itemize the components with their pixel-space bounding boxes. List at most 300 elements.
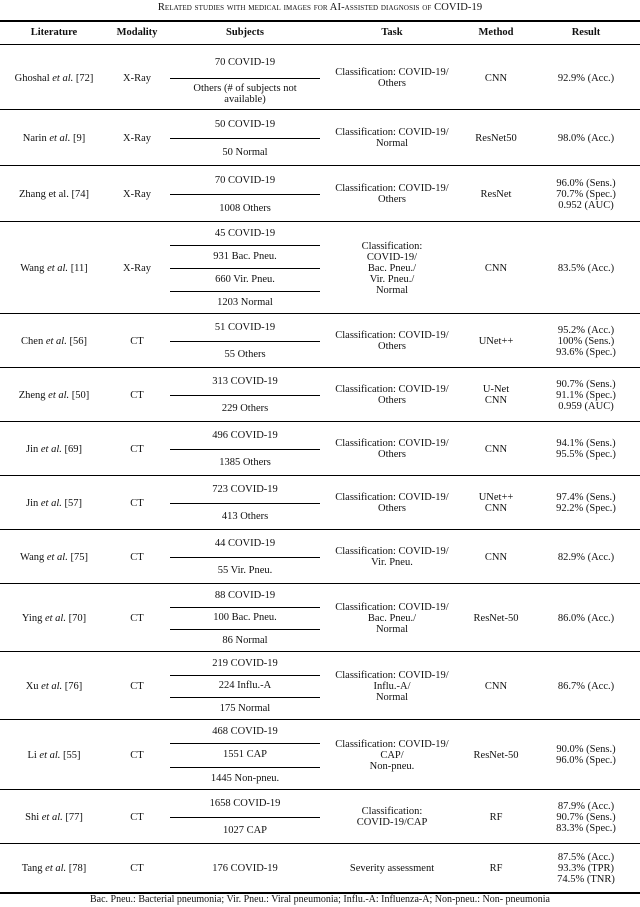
caption-suffix: COVID-19 (434, 2, 483, 13)
modality-text: CT (130, 551, 144, 563)
task-line: Classification: COVID-19/ (335, 492, 449, 503)
subject-entry (170, 607, 320, 630)
task-line: COVID-19/CAP (356, 817, 428, 828)
modality-cell (108, 166, 166, 222)
result-cell (532, 422, 640, 476)
method-text (485, 552, 507, 563)
result-line: 93.6% (Spec.) (556, 346, 616, 358)
result-text (556, 325, 616, 358)
subject-text: 219 COVID-19 (212, 657, 278, 669)
task-line: Classification: COVID-19/ (335, 183, 449, 194)
literature-cell (0, 530, 108, 584)
et-al: et al. (42, 612, 66, 624)
task-line: Normal (375, 284, 409, 296)
task-line: Classification: (361, 240, 423, 252)
modality-cell (108, 110, 166, 166)
author-name: Zhang et al. (19, 188, 69, 200)
method-text (479, 492, 514, 514)
method-cell (460, 368, 532, 422)
subject-entry (170, 422, 320, 449)
modality-cell (108, 530, 166, 584)
reference-number: [55] (63, 749, 81, 761)
result-cell (532, 530, 640, 584)
task-line: Classification: COVID-19/ (335, 546, 449, 557)
reference-number: [72] (75, 72, 94, 84)
task-text (350, 863, 434, 874)
et-al: et al. (38, 497, 62, 509)
task-line: Classification: COVID-19/ (335, 384, 449, 395)
subject-text: 1551 CAP (222, 749, 268, 761)
literature-cell (0, 790, 108, 844)
task-cell (324, 476, 460, 530)
subject-text: 496 COVID-19 (212, 430, 278, 441)
subject-text: 176 COVID-19 (212, 862, 278, 874)
task-line: Classification: COVID-19/ (335, 438, 449, 449)
subject-text: Others (# of subjects not available) (193, 83, 297, 105)
literature-cell (0, 110, 108, 166)
header-result: Result (571, 27, 601, 38)
subject-text: 88 COVID-19 (214, 589, 276, 601)
task-text (335, 602, 448, 635)
method-text (474, 613, 519, 624)
reference-number: [78] (68, 862, 87, 874)
modality-text: CT (130, 389, 144, 401)
task-line: Bac. Pneu./ (367, 262, 417, 274)
method-line: CNN (484, 443, 508, 455)
result-line: 87.9% (Acc.) (557, 800, 615, 812)
reference-number: [74] (71, 188, 89, 200)
subject-entry (170, 652, 320, 675)
literature-text (21, 336, 87, 347)
result-cell (532, 652, 640, 720)
method-text (479, 336, 514, 347)
result-line: 0.952 (AUC) (558, 199, 614, 211)
subject-text: 50 COVID-19 (214, 118, 276, 130)
task-line: Normal (375, 623, 409, 635)
subject-text: 1027 CAP (222, 825, 268, 836)
literature-text (26, 498, 82, 509)
result-line: 70.7% (Spec.) (556, 188, 616, 200)
literature-cell (0, 652, 108, 720)
subject-entry (170, 166, 320, 194)
task-line: Others (377, 503, 406, 514)
result-line: 94.1% (Sens.) (556, 438, 616, 449)
header-method: Method (478, 27, 514, 38)
subject-text: 1658 COVID-19 (209, 798, 281, 809)
result-text (558, 73, 614, 84)
task-cell (324, 530, 460, 584)
subject-text: 175 Normal (219, 703, 271, 715)
subject-entry (170, 110, 320, 138)
subject-entry (170, 46, 320, 78)
modality-cell (108, 314, 166, 368)
et-al: et al. (39, 811, 63, 823)
task-text (335, 183, 448, 205)
task-line: Vir. Pneu. (371, 557, 413, 568)
header-modality: Modality (116, 27, 158, 38)
method-text (485, 263, 507, 274)
task-text (335, 127, 448, 149)
task-line: Normal (375, 691, 409, 703)
modality-text: CT (130, 497, 144, 509)
author-name: Xu (25, 680, 39, 692)
method-line: RF (489, 811, 503, 823)
modality-cell (108, 720, 166, 790)
header-rule (0, 44, 640, 45)
reference-number: [75] (70, 551, 88, 563)
literature-cell (0, 368, 108, 422)
result-line: 90.7% (Sens.) (556, 811, 616, 823)
result-cell (532, 166, 640, 222)
result-text (556, 379, 616, 412)
header-task: Task (381, 27, 403, 38)
reference-number: [77] (65, 811, 83, 823)
modality-cell (108, 652, 166, 720)
result-line: 74.5% (TNR) (557, 873, 615, 885)
task-cell (324, 368, 460, 422)
method-line: CNN (484, 551, 508, 563)
task-line: Others (377, 341, 406, 352)
subject-text: 50 Normal (222, 146, 268, 158)
subject-text: 313 COVID-19 (212, 376, 278, 387)
result-text (556, 178, 616, 211)
author-name: Chen (21, 335, 44, 347)
task-cell (324, 110, 460, 166)
method-line: U-Net (482, 384, 510, 395)
modality-text: CT (130, 443, 144, 455)
subject-entry (170, 78, 320, 110)
task-text (362, 241, 423, 296)
result-cell (532, 790, 640, 844)
method-cell (460, 476, 532, 530)
task-line: Non-pneu. (369, 760, 415, 772)
method-cell (460, 46, 532, 110)
subject-text: 413 Others (221, 511, 269, 522)
reference-number: [50] (71, 389, 90, 401)
subject-text: 70 COVID-19 (214, 56, 276, 68)
result-cell (532, 368, 640, 422)
subject-entry (170, 767, 320, 790)
modality-text: X-Ray (123, 72, 151, 84)
subject-entry (170, 368, 320, 395)
subject-entry (170, 222, 320, 245)
task-line: Classification: COVID-19/ (335, 738, 449, 750)
result-line: 92.9% (Acc.) (557, 72, 615, 84)
subject-entry (170, 629, 320, 652)
subject-text: 1008 Others (219, 202, 271, 214)
result-text (558, 133, 614, 144)
task-line: Classification: COVID-19/ (335, 601, 449, 613)
result-text (556, 744, 616, 766)
method-cell (460, 584, 532, 652)
subject-entry (170, 476, 320, 503)
method-line: ResNet-50 (473, 612, 519, 624)
literature-text (23, 133, 85, 144)
modality-text: X-Ray (123, 132, 151, 144)
result-line: 90.7% (Sens.) (556, 378, 616, 390)
literature-text (19, 189, 89, 200)
result-cell (532, 720, 640, 790)
method-text (490, 812, 503, 823)
author-name: Jin (25, 443, 39, 455)
subject-text: 1445 Non-pneu. (210, 772, 280, 784)
result-text (558, 613, 614, 624)
method-line: ResNet50 (475, 132, 517, 144)
author-name: Wang (20, 262, 45, 274)
subject-text: 86 Normal (222, 635, 268, 647)
method-text (481, 189, 512, 200)
result-text (558, 552, 614, 563)
result-cell (532, 222, 640, 314)
author-name: Ghoshal (14, 72, 50, 84)
subject-entry (170, 268, 320, 291)
subject-text: 44 COVID-19 (214, 538, 276, 549)
subject-text: 468 COVID-19 (212, 726, 278, 738)
task-line: Others (377, 449, 406, 460)
task-line: Vir. Pneu./ (369, 273, 415, 285)
result-line: 95.5% (Spec.) (556, 449, 616, 460)
subject-text: 55 Vir. Pneu. (217, 565, 273, 576)
subject-text: 55 Others (224, 349, 266, 360)
et-al: et al. (42, 862, 67, 874)
modality-cell (108, 476, 166, 530)
method-cell (460, 844, 532, 892)
reference-number: [57] (64, 497, 82, 509)
subject-entry (170, 341, 320, 368)
method-cell (460, 652, 532, 720)
reference-number: [56] (69, 335, 87, 347)
modality-text: CT (130, 749, 144, 761)
method-line: ResNet-50 (473, 749, 519, 761)
literature-text (22, 613, 86, 624)
task-cell (324, 422, 460, 476)
modality-cell (108, 46, 166, 110)
subject-text: 70 COVID-19 (214, 174, 276, 186)
author-name: Jin (25, 497, 39, 509)
subject-entry (170, 584, 320, 607)
subject-entry (170, 790, 320, 817)
method-line: CNN (484, 395, 508, 406)
method-cell (460, 422, 532, 476)
task-line: Classification: COVID-19/ (335, 67, 449, 78)
result-line: 97.4% (Sens.) (556, 492, 616, 503)
modality-cell (108, 844, 166, 892)
author-name: Zheng (18, 389, 46, 401)
subject-entry (170, 291, 320, 314)
subject-entry (170, 314, 320, 341)
method-text (474, 750, 519, 761)
et-al: et al. (36, 749, 61, 761)
subject-entry (170, 530, 320, 557)
task-line: Bac. Pneu./ (367, 612, 417, 624)
subject-text: 931 Bac. Pneu. (213, 251, 277, 262)
literature-text (20, 552, 88, 563)
literature-cell (0, 166, 108, 222)
method-cell (460, 530, 532, 584)
method-line: CNN (484, 680, 508, 692)
task-text (335, 67, 448, 89)
subject-entry (170, 697, 320, 720)
subject-text: 45 COVID-19 (214, 228, 276, 239)
task-text (335, 438, 448, 460)
modality-text: CT (130, 680, 144, 692)
task-line: Classification: (361, 806, 423, 817)
result-text (557, 852, 615, 885)
author-name: Wang (20, 551, 45, 563)
author-name: Ying (21, 612, 43, 624)
method-line: UNet++ (478, 492, 514, 503)
subject-entry (170, 557, 320, 584)
method-cell (460, 790, 532, 844)
task-text (357, 806, 428, 828)
subject-entry (170, 675, 320, 698)
literature-text (15, 73, 94, 84)
subject-entry (170, 743, 320, 766)
subject-entry (170, 720, 320, 743)
et-al: et al. (43, 335, 67, 347)
result-line: 95.2% (Acc.) (557, 324, 615, 336)
task-line: Classification: COVID-19/ (335, 669, 449, 681)
task-line: COVID-19/ (366, 251, 418, 263)
method-cell (460, 222, 532, 314)
et-al: et al. (45, 389, 70, 401)
subject-text: 1203 Normal (217, 297, 273, 308)
result-line: 96.0% (Sens.) (556, 177, 616, 189)
reference-number: [9] (72, 132, 86, 144)
author-name: Shi (25, 811, 40, 823)
subject-text: 224 Influ.-A (218, 680, 272, 692)
literature-cell (0, 476, 108, 530)
result-line: 92.2% (Spec.) (556, 503, 616, 514)
task-line: Severity assessment (349, 862, 435, 874)
task-cell (324, 584, 460, 652)
method-line: CNN (484, 72, 508, 84)
method-line: UNet++ (478, 335, 514, 347)
task-text (335, 384, 448, 406)
result-text (556, 438, 616, 460)
author-name: Narin (22, 132, 47, 144)
result-cell (532, 476, 640, 530)
header-subjects: Subjects (226, 27, 264, 38)
literature-cell (0, 314, 108, 368)
et-al: et al. (44, 262, 69, 274)
method-cell (460, 720, 532, 790)
task-cell (324, 222, 460, 314)
result-line: 91.1% (Spec.) (556, 389, 616, 401)
method-cell (460, 110, 532, 166)
result-line: 83.5% (Acc.) (557, 262, 615, 274)
reference-number: [69] (64, 443, 82, 455)
result-text (556, 801, 616, 834)
literature-cell (0, 222, 108, 314)
modality-cell (108, 368, 166, 422)
task-cell (324, 166, 460, 222)
subject-text: 51 COVID-19 (214, 322, 276, 333)
task-cell (324, 790, 460, 844)
method-line: CNN (484, 503, 508, 514)
method-line: ResNet (480, 188, 512, 200)
modality-text: CT (130, 862, 144, 874)
reference-number: [76] (64, 680, 83, 692)
method-line: CNN (484, 262, 508, 274)
subject-entry (170, 245, 320, 268)
subject-entry (170, 817, 320, 844)
result-cell (532, 314, 640, 368)
literature-text (26, 681, 83, 692)
modality-text: CT (130, 612, 144, 624)
subject-entry (170, 503, 320, 530)
result-line: 90.0% (Sens.) (556, 744, 616, 755)
literature-cell (0, 584, 108, 652)
result-cell (532, 584, 640, 652)
result-line: 98.0% (Acc.) (557, 132, 615, 144)
subject-entry (170, 194, 320, 222)
subject-text: 1385 Others (219, 457, 271, 468)
author-name: Li (27, 749, 37, 761)
result-cell (532, 46, 640, 110)
result-line: 82.9% (Acc.) (557, 551, 615, 563)
modality-cell (108, 790, 166, 844)
modality-text: X-Ray (123, 188, 151, 200)
literature-text (22, 863, 87, 874)
result-cell (532, 844, 640, 892)
subject-entry (170, 395, 320, 422)
result-line: 0.959 (AUC) (558, 400, 614, 412)
task-line: Others (377, 395, 406, 406)
task-line: Others (377, 78, 406, 89)
literature-text (25, 812, 83, 823)
et-al: et al. (49, 72, 74, 84)
result-line: 83.3% (Spec.) (556, 822, 616, 834)
method-cell (460, 314, 532, 368)
et-al: et al. (44, 551, 68, 563)
task-line: Normal (375, 138, 409, 149)
result-line: 100% (Sens.) (557, 335, 615, 347)
task-text (335, 546, 448, 568)
literature-cell (0, 844, 108, 892)
task-cell (324, 46, 460, 110)
et-al: et al. (46, 132, 71, 144)
result-line: 86.7% (Acc.) (557, 680, 615, 692)
header-literature: Literature (30, 27, 78, 38)
task-cell (324, 720, 460, 790)
task-line: CAP/ (380, 749, 404, 761)
method-text (485, 444, 507, 455)
task-text (335, 492, 448, 514)
task-cell (324, 652, 460, 720)
result-text (558, 681, 614, 692)
literature-cell (0, 720, 108, 790)
task-text (335, 739, 448, 772)
subject-entry (170, 449, 320, 476)
modality-cell (108, 222, 166, 314)
result-cell (532, 110, 640, 166)
literature-cell (0, 46, 108, 110)
task-cell (324, 844, 460, 892)
result-line: 93.3% (TPR) (558, 862, 614, 874)
subject-entry (170, 138, 320, 166)
caption-text: Related studies with medical images for AI-assisted diagnosis of (157, 2, 432, 13)
subject-text: 100 Bac. Pneu. (213, 612, 277, 624)
modality-text: X-Ray (123, 262, 151, 274)
result-line: 96.0% (Spec.) (556, 755, 616, 766)
literature-cell (0, 422, 108, 476)
literature-text (27, 750, 80, 761)
modality-cell (108, 584, 166, 652)
literature-text (19, 390, 90, 401)
method-text (483, 384, 509, 406)
reference-number: [11] (70, 262, 88, 274)
